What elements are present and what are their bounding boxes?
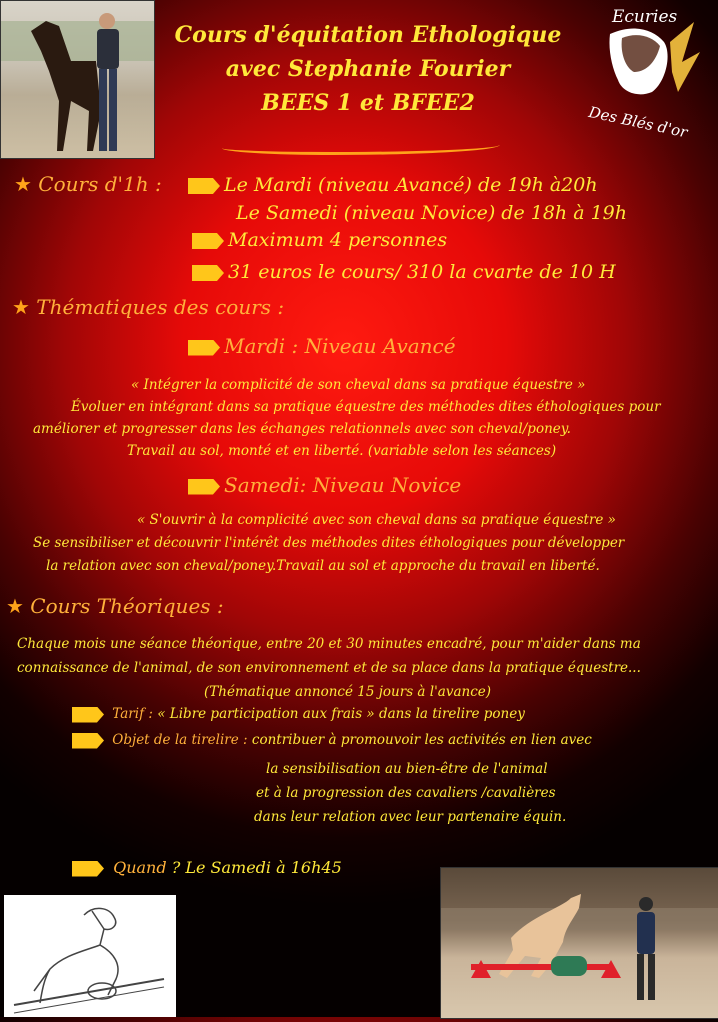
mardi-line-3: Travail au sol, monté et en liberté. (variable selon les séances): [127, 443, 557, 459]
quand-label: Quand: [113, 858, 167, 877]
cours-line-1: Le Mardi (niveau Avancé) de 19h à20h: [188, 174, 598, 196]
arrow-icon: [72, 707, 104, 723]
star-icon: ★: [6, 594, 24, 618]
logo-top-text: Ecuries: [612, 7, 678, 27]
arrow-icon: [192, 233, 224, 249]
theoriques-line-1: Chaque mois une séance théorique, entre 20 et 30 minutes encadré, pour m'aider dans ma: [17, 636, 641, 652]
page-title: [153, 18, 583, 120]
quand-text: ? Le Samedi à 16h45: [166, 858, 342, 877]
objet-label: Objet de la tirelire :: [112, 732, 248, 748]
theoriques-text: [0, 632, 718, 704]
title-line-2: avec Stephanie Fourier: [225, 56, 511, 82]
horse-photo-bottom-right: [440, 867, 718, 1019]
horse-drawing: [4, 895, 176, 1017]
cours-line-4: 31 euros le cours/ 310 la cvarte de 10 H: [192, 261, 616, 283]
quand-line: [72, 858, 342, 877]
samedi-text: [0, 509, 718, 578]
cours-label: ★ Cours d'1h :: [14, 172, 162, 196]
samedi-heading: Samedi: Niveau Novice: [188, 473, 461, 497]
tarif-line: [72, 706, 525, 723]
mardi-heading: Mardi : Niveau Avancé: [188, 334, 456, 358]
mardi-quote: « Intégrer la complicité de son cheval dans sa pratique équestre »: [131, 377, 586, 393]
mardi-line-1: Évoluer en intégrant dans sa pratique équestre des méthodes dites éthologiques pour: [71, 399, 661, 415]
logo-bottom-text: Des Blés d'or: [587, 102, 690, 142]
arrow-icon: [192, 265, 224, 281]
thematiques-label: ★ Thématiques des cours :: [12, 295, 285, 319]
horse-photo-top-left: [0, 0, 155, 159]
arrow-icon: [72, 733, 104, 749]
mardi-text: [0, 374, 718, 462]
objet-line: [72, 732, 592, 749]
title-underline: [222, 138, 500, 155]
arrow-icon: [188, 340, 220, 356]
samedi-quote: « S'ouvrir à la complicité avec son cheval dans sa pratique équestre »: [137, 512, 616, 528]
objet-line-4: dans leur relation avec leur partenaire équin.: [254, 809, 567, 825]
objet-line-2: la sensibilisation au bien-être de l'animal: [266, 761, 548, 777]
theoriques-line-3: (Thématique annoncé 15 jours à l'avance): [204, 684, 492, 700]
ecuries-logo: [582, 2, 718, 142]
arrow-icon: [188, 479, 220, 495]
cours-line-3: Maximum 4 personnes: [192, 229, 447, 251]
arrow-icon: [188, 178, 220, 194]
objet-text-1: contribuer à promouvoir les activités en lien avec: [247, 732, 592, 748]
tarif-text: « Libre participation aux frais » dans la tirelire poney: [152, 706, 525, 722]
tarif-label: Tarif :: [112, 706, 153, 722]
cours-line-2: Le Samedi (niveau Novice) de 18h à 19h: [236, 202, 627, 224]
arrow-icon: [72, 861, 104, 877]
star-icon: ★: [12, 295, 30, 319]
samedi-line-1: Se sensibiliser et découvrir l'intérêt des méthodes dites éthologiques pour développer: [33, 535, 625, 551]
objet-continuation: [0, 757, 718, 829]
theoriques-line-2: connaissance de l'animal, de son environnement et de sa place dans la pratique équestre...: [17, 660, 641, 676]
theoriques-label: ★ Cours Théoriques :: [6, 594, 224, 618]
mardi-line-2: améliorer et progresser dans les échanges relationnels avec son cheval/poney.: [33, 421, 571, 437]
objet-line-3: et à la progression des cavaliers /cavalières: [256, 785, 556, 801]
star-icon: ★: [14, 172, 32, 196]
title-line-1: Cours d'équitation Ethologique: [174, 22, 562, 48]
samedi-line-2: la relation avec son cheval/poney.Travail au sol et approche du travail en liberté.: [46, 558, 600, 574]
title-line-3: BEES 1 et BFEE2: [261, 90, 475, 116]
